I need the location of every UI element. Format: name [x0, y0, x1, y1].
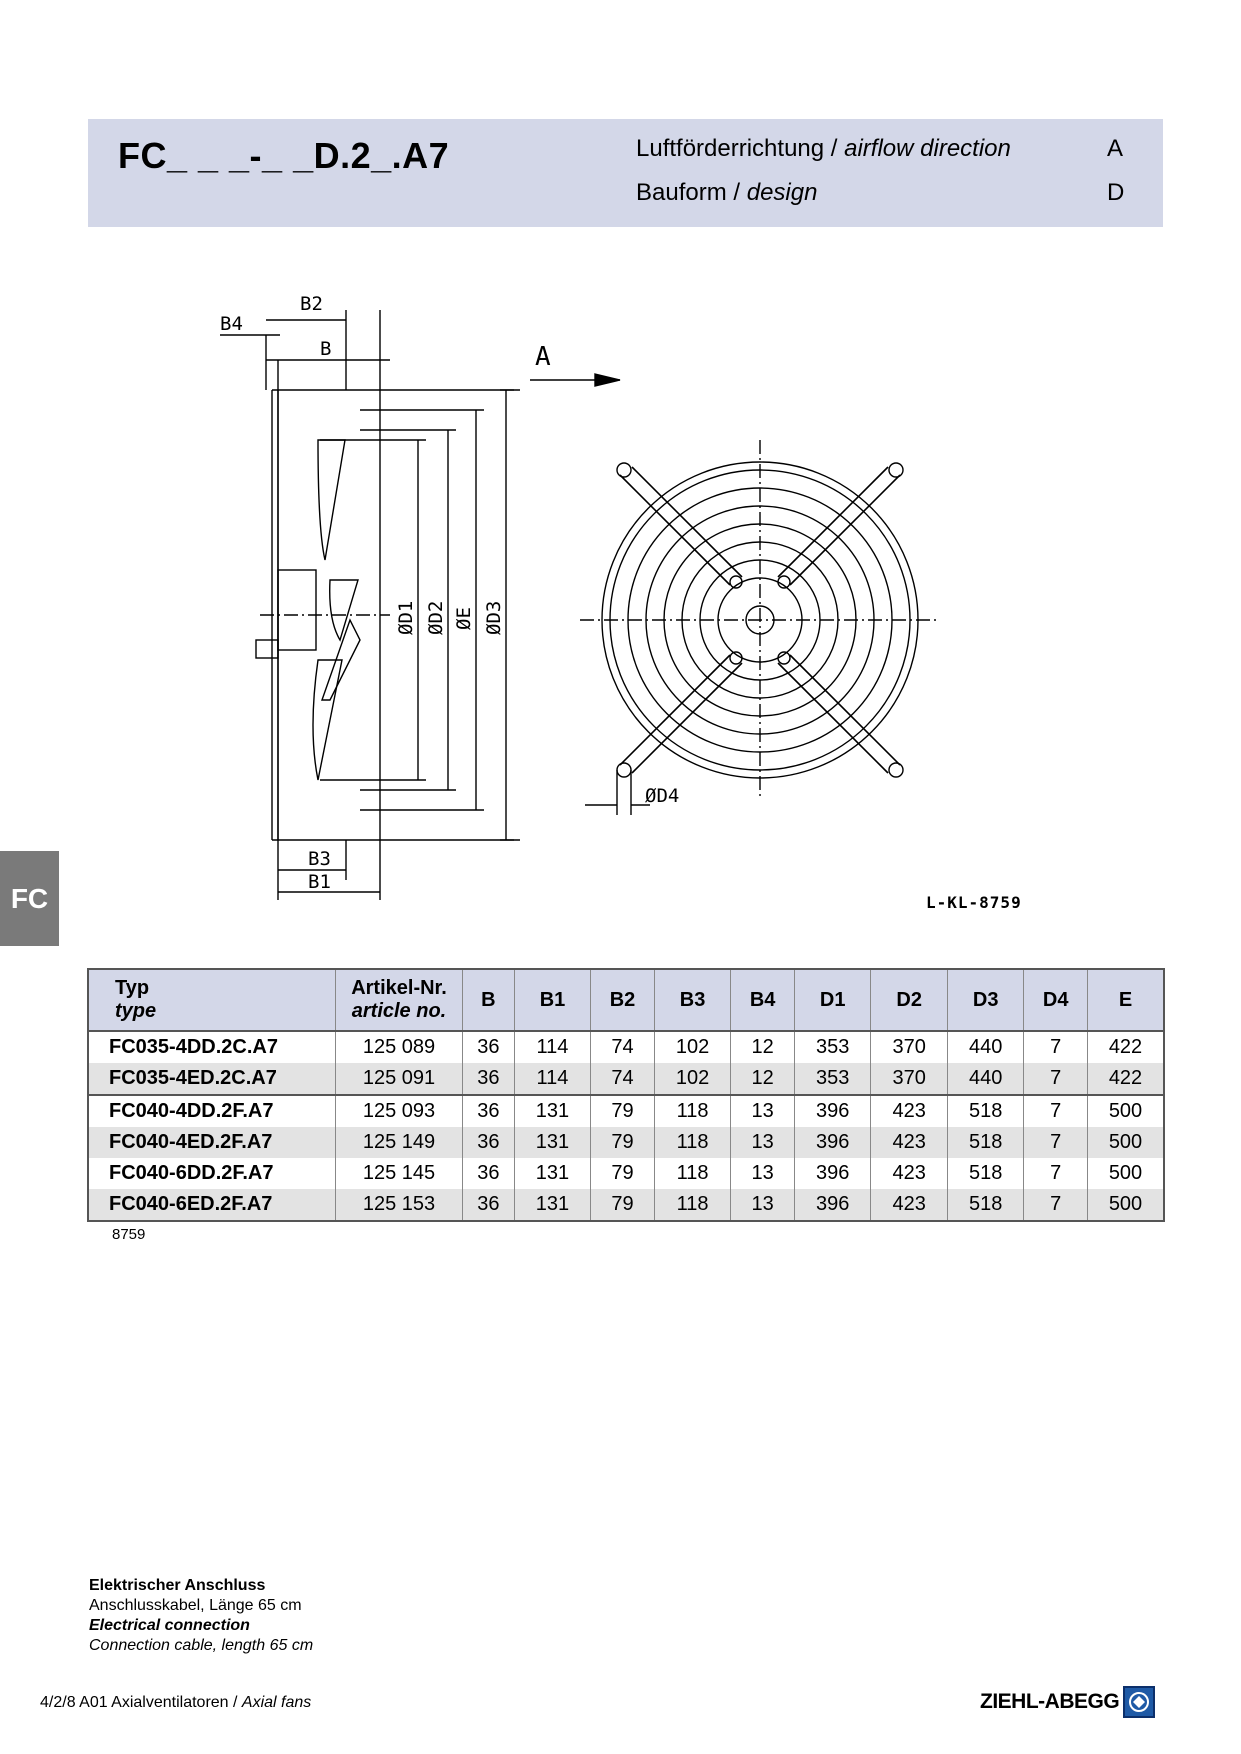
electrical-connection-block	[89, 1576, 313, 1656]
brand-name: ZIEHL-ABEGG	[980, 1690, 1120, 1713]
airflow-arrow-label: A	[535, 342, 551, 372]
header-band	[88, 119, 1163, 227]
brand-logo	[980, 1686, 1155, 1718]
dimension-table	[89, 970, 1163, 1220]
electrical-title-en: Electrical connection	[89, 1617, 250, 1634]
dim-label-d2: ØD2	[425, 600, 447, 635]
design-value: D	[1107, 179, 1125, 206]
col-article-header: Artikel-Nr. article no.	[336, 970, 463, 1031]
col-type-header: Typ type	[89, 970, 336, 1031]
col-b2-header: B2	[591, 970, 655, 1031]
dim-label-b2: B2	[300, 293, 323, 315]
design-label: Bauform / design	[636, 179, 818, 206]
drawing-reference: L-KL-8759	[926, 893, 1022, 912]
table-row: FC035-4DD.2C.A7 125 089 36 114 74 102 12 353 370 440 7 422	[89, 1031, 1163, 1063]
dim-label-b3: B3	[308, 848, 331, 870]
col-d4-header: D4	[1024, 970, 1088, 1031]
col-b3-header: B3	[654, 970, 731, 1031]
col-d1-header: D1	[794, 970, 871, 1031]
dim-label-d1: ØD1	[395, 600, 417, 635]
table-row: FC040-4DD.2F.A7 125 093 36 131 79 118 13 396 423 518 7 500	[89, 1095, 1163, 1127]
col-d3-header: D3	[947, 970, 1024, 1031]
brand-emblem-icon	[1123, 1686, 1155, 1718]
airflow-direction-label: Luftförderrichtung / airflow direction	[636, 135, 1011, 162]
dim-label-d3: ØD3	[483, 600, 505, 635]
dim-label-d4: ØD4	[645, 785, 680, 807]
table-row: FC040-6DD.2F.A7 125 145 36 131 79 118 13 396 423 518 7 500	[89, 1158, 1163, 1189]
col-b-header: B	[463, 970, 515, 1031]
col-e-header: E	[1088, 970, 1163, 1031]
section-tab: FC	[0, 851, 59, 946]
electrical-text-de: Anschlusskabel, Länge 65 cm	[89, 1597, 302, 1614]
col-d2-header: D2	[871, 970, 948, 1031]
dim-label-b4: B4	[220, 313, 243, 335]
airflow-direction-value: A	[1107, 135, 1124, 162]
table-row: FC040-6ED.2F.A7 125 153 36 131 79 118 13 396 423 518 7 500	[89, 1189, 1163, 1220]
col-b4-header: B4	[731, 970, 795, 1031]
dim-label-b1: B1	[308, 871, 331, 893]
col-b1-header: B1	[514, 970, 591, 1031]
fan-dimension-drawing	[200, 280, 1060, 920]
electrical-title-de: Elektrischer Anschluss	[89, 1577, 266, 1594]
table-note: 8759	[112, 1226, 146, 1243]
table-row: FC035-4ED.2C.A7 125 091 36 114 74 102 12 353 370 440 7 422	[89, 1063, 1163, 1095]
dim-label-e: ØE	[453, 607, 475, 630]
page-footer-ref: 4/2/8 A01 Axialventilatoren / Axial fans	[40, 1694, 312, 1711]
electrical-text-en: Connection cable, length 65 cm	[89, 1637, 314, 1654]
dim-label-b: B	[320, 338, 332, 360]
model-code: FC_ _ _-_ _D.2_.A7	[118, 135, 450, 176]
table-row: FC040-4ED.2F.A7 125 149 36 131 79 118 13 396 423 518 7 500	[89, 1127, 1163, 1158]
table-header-row	[89, 970, 1163, 1031]
